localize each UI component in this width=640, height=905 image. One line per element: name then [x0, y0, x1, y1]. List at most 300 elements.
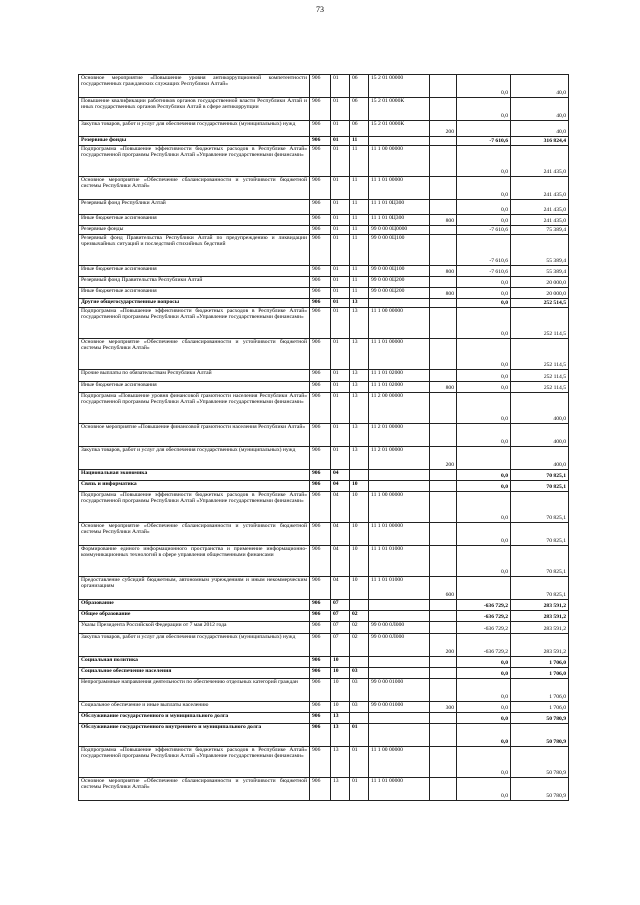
expense-type-code: [430, 470, 457, 481]
row-description: Основное мероприятие «Повышение финансовой грамотности населения Республики Алтай»: [79, 424, 310, 447]
ministry-code: 906: [310, 339, 331, 370]
row-description: Основное мероприятие «Обеспечение сбалансированности и устойчивости бюджетной системы Республики Алтай»: [79, 339, 310, 370]
expense-type-code: 200: [430, 121, 457, 137]
expense-type-code: [430, 778, 457, 801]
section-code: 01: [331, 266, 350, 277]
target-item-code: 11 1 01 00000: [369, 778, 430, 801]
table-row: [79, 657, 569, 668]
section-code: 01: [331, 121, 350, 137]
target-item-code: 11 1 01 02000: [369, 370, 430, 382]
subsection-code: 11: [350, 146, 369, 177]
expense-type-code: [430, 523, 457, 546]
target-item-code: 99 0 00 0Ц100: [369, 266, 430, 277]
total-amount: 252 114,5: [511, 339, 569, 370]
section-code: 01: [331, 200, 350, 215]
total-amount: 50 780,9: [511, 778, 569, 801]
total-amount: 20 000,0: [511, 277, 569, 288]
table-row: [79, 546, 569, 577]
subsection-code: 13: [350, 308, 369, 339]
expense-type-code: [430, 679, 457, 702]
table-row: [79, 277, 569, 288]
table-row: [79, 137, 569, 146]
section-code: 01: [331, 370, 350, 382]
subsection-code: 13: [350, 382, 369, 393]
total-amount: 70 825,1: [511, 523, 569, 546]
ministry-code: 906: [310, 523, 331, 546]
ministry-code: 906: [310, 634, 331, 657]
expense-type-code: [430, 668, 457, 679]
expense-type-code: [430, 481, 457, 492]
expense-type-code: 600: [430, 577, 457, 600]
section-code: 01: [331, 146, 350, 177]
ministry-code: 906: [310, 308, 331, 339]
expense-type-code: [430, 747, 457, 778]
expense-type-code: [430, 137, 457, 146]
total-amount: 283 591,2: [511, 611, 569, 622]
target-item-code: 11 1 01 0Ц300: [369, 200, 430, 215]
target-item-code: 15 2 01 0000К: [369, 121, 430, 137]
expense-type-code: 800: [430, 215, 457, 226]
expense-type-code: [430, 370, 457, 382]
row-description: Резервные фонды: [79, 137, 310, 146]
row-description: Закупка товаров, работ и услуг для обеспечения государственных (муниципальных) нужд: [79, 121, 310, 137]
section-code: 01: [331, 288, 350, 299]
ministry-code: 906: [310, 657, 331, 668]
target-item-code: [369, 470, 430, 481]
subsection-code: [350, 657, 369, 668]
subsection-code: 10: [350, 546, 369, 577]
table-row: [79, 668, 569, 679]
total-amount: 1 706,0: [511, 679, 569, 702]
ministry-code: 906: [310, 492, 331, 523]
section-code: 01: [331, 137, 350, 146]
expense-type-code: [430, 299, 457, 308]
table-row: [79, 226, 569, 235]
table-row: [79, 215, 569, 226]
section-code: 07: [331, 611, 350, 622]
row-description: Национальная экономика: [79, 470, 310, 481]
subsection-code: 13: [350, 393, 369, 424]
target-item-code: 11 1 00 00000: [369, 146, 430, 177]
row-description: Обслуживание государственного и муниципального долга: [79, 713, 310, 724]
target-item-code: 15 2 01 0000К: [369, 98, 430, 121]
change-amount: 0,0: [457, 370, 511, 382]
table-row: [79, 370, 569, 382]
total-amount: 55 389,4: [511, 266, 569, 277]
row-description: Предоставление субсидий бюджетным, автономным учреждениям и иным некоммерческим организациям: [79, 577, 310, 600]
row-description: Образование: [79, 600, 310, 611]
change-amount: 0,0: [457, 308, 511, 339]
expense-type-code: [430, 713, 457, 724]
target-item-code: [369, 668, 430, 679]
total-amount: 400,0: [511, 424, 569, 447]
ministry-code: 906: [310, 393, 331, 424]
ministry-code: 906: [310, 382, 331, 393]
change-amount: 0,0: [457, 200, 511, 215]
change-amount: 0,0: [457, 98, 511, 121]
subsection-code: 06: [350, 121, 369, 137]
target-item-code: [369, 724, 430, 747]
ministry-code: 906: [310, 668, 331, 679]
ministry-code: 906: [310, 679, 331, 702]
row-description: Непрограммные направления деятельности по обеспечению отдельных категорий граждан: [79, 679, 310, 702]
total-amount: 252 114,5: [511, 308, 569, 339]
section-code: 07: [331, 622, 350, 634]
row-description: Указы Президента Российской Федерации от 7 мая 2012 года: [79, 622, 310, 634]
section-code: 01: [331, 308, 350, 339]
table-row: [79, 299, 569, 308]
subsection-code: 03: [350, 668, 369, 679]
change-amount: 0,0: [457, 657, 511, 668]
table-row: [79, 679, 569, 702]
table-row: [79, 600, 569, 611]
change-amount: -7 610,6: [457, 226, 511, 235]
ministry-code: 906: [310, 75, 331, 98]
target-item-code: 11 1 01 0Ц300: [369, 215, 430, 226]
row-description: Другие общегосударственные вопросы: [79, 299, 310, 308]
change-amount: 0,0: [457, 668, 511, 679]
table-row: [79, 492, 569, 523]
change-amount: 0,0: [457, 778, 511, 801]
target-item-code: 11 2 00 00000: [369, 393, 430, 424]
ministry-code: 906: [310, 277, 331, 288]
subsection-code: 02: [350, 611, 369, 622]
section-code: 01: [331, 339, 350, 370]
target-item-code: [369, 611, 430, 622]
ministry-code: 906: [310, 622, 331, 634]
row-description: Основное мероприятие «Повышение уровня антикоррупционной компетентности государственных гражданских служащих Республики Алтай»: [79, 75, 310, 98]
subsection-code: 13: [350, 370, 369, 382]
target-item-code: 99 0 00 0Ц0000: [369, 226, 430, 235]
total-amount: 1 706,0: [511, 657, 569, 668]
row-description: Резервный фонд Республики Алтай: [79, 200, 310, 215]
table-row: [79, 523, 569, 546]
ministry-code: 906: [310, 611, 331, 622]
section-code: 10: [331, 657, 350, 668]
section-code: 13: [331, 778, 350, 801]
ministry-code: 906: [310, 470, 331, 481]
ministry-code: 906: [310, 288, 331, 299]
table-row: [79, 288, 569, 299]
subsection-code: 11: [350, 200, 369, 215]
change-amount: -7 610,6: [457, 235, 511, 266]
ministry-code: 906: [310, 200, 331, 215]
ministry-code: 906: [310, 546, 331, 577]
row-description: Подпрограмма «Повышение эффективности бюджетных расходов в Республике Алтай» государственной программы Республики Алтай «Управление государственными финансами»: [79, 747, 310, 778]
expense-type-code: [430, 277, 457, 288]
expense-type-code: [430, 611, 457, 622]
change-amount: 0,0: [457, 177, 511, 200]
total-amount: 20 000,0: [511, 288, 569, 299]
change-amount: 0,0: [457, 424, 511, 447]
target-item-code: 99 0 00 01000: [369, 702, 430, 713]
row-description: Социальная политика: [79, 657, 310, 668]
target-item-code: 11 1 01 00000: [369, 177, 430, 200]
section-code: 01: [331, 226, 350, 235]
expense-type-code: 800: [430, 288, 457, 299]
table-row: [79, 75, 569, 98]
total-amount: 252 114,5: [511, 382, 569, 393]
ministry-code: 906: [310, 724, 331, 747]
section-code: 01: [331, 299, 350, 308]
ministry-code: 906: [310, 577, 331, 600]
total-amount: 283 591,2: [511, 600, 569, 611]
section-code: 10: [331, 668, 350, 679]
target-item-code: 11 2 01 00000: [369, 447, 430, 470]
change-amount: 0,0: [457, 702, 511, 713]
row-description: Резервные фонды: [79, 226, 310, 235]
change-amount: 0,0: [457, 523, 511, 546]
section-code: 01: [331, 424, 350, 447]
ministry-code: 906: [310, 299, 331, 308]
change-amount: [457, 447, 511, 470]
subsection-code: 10: [350, 577, 369, 600]
target-item-code: 11 1 01 01000: [369, 577, 430, 600]
budget-table: [78, 74, 569, 801]
row-description: Подпрограмма «Повышение эффективности бюджетных расходов в Республике Алтай» государственной программы Республики Алтай «Управление государственными финансами»: [79, 492, 310, 523]
ministry-code: 906: [310, 713, 331, 724]
subsection-code: [350, 470, 369, 481]
table-row: [79, 393, 569, 424]
section-code: 01: [331, 177, 350, 200]
ministry-code: 906: [310, 747, 331, 778]
subsection-code: 11: [350, 177, 369, 200]
subsection-code: 11: [350, 266, 369, 277]
expense-type-code: [430, 339, 457, 370]
subsection-code: 11: [350, 288, 369, 299]
table-row: [79, 577, 569, 600]
change-amount: -636 729,2: [457, 600, 511, 611]
ministry-code: 906: [310, 424, 331, 447]
target-item-code: 99 0 00 0Ц100: [369, 235, 430, 266]
ministry-code: 906: [310, 600, 331, 611]
subsection-code: 01: [350, 747, 369, 778]
table-row: [79, 778, 569, 801]
table-row: [79, 382, 569, 393]
subsection-code: 11: [350, 235, 369, 266]
ministry-code: 906: [310, 226, 331, 235]
target-item-code: [369, 600, 430, 611]
change-amount: -7 610,6: [457, 137, 511, 146]
expense-type-code: 200: [430, 447, 457, 470]
target-item-code: 11 1 00 00000: [369, 492, 430, 523]
subsection-code: 06: [350, 75, 369, 98]
section-code: 04: [331, 546, 350, 577]
page-number: 73: [316, 5, 324, 14]
row-description: Общее образование: [79, 611, 310, 622]
target-item-code: 15 2 01 00000: [369, 75, 430, 98]
total-amount: 70 825,1: [511, 577, 569, 600]
change-amount: 0,0: [457, 393, 511, 424]
row-description: Основное мероприятие «Обеспечение сбалансированности и устойчивости бюджетной системы Республики Алтай»: [79, 778, 310, 801]
total-amount: 70 825,1: [511, 470, 569, 481]
change-amount: 0,0: [457, 288, 511, 299]
change-amount: 0,0: [457, 546, 511, 577]
subsection-code: 13: [350, 299, 369, 308]
expense-type-code: [430, 98, 457, 121]
ministry-code: 906: [310, 481, 331, 492]
table-row: [79, 622, 569, 634]
table-row: [79, 447, 569, 470]
expense-type-code: [430, 393, 457, 424]
table-row: [79, 235, 569, 266]
total-amount: 252 114,5: [511, 370, 569, 382]
target-item-code: 11 1 01 00000: [369, 339, 430, 370]
change-amount: -636 729,2: [457, 611, 511, 622]
subsection-code: 11: [350, 137, 369, 146]
total-amount: 50 780,9: [511, 724, 569, 747]
section-code: 01: [331, 277, 350, 288]
row-description: Связь и информатика: [79, 481, 310, 492]
total-amount: 283 591,2: [511, 622, 569, 634]
expense-type-code: [430, 492, 457, 523]
total-amount: 1 706,0: [511, 668, 569, 679]
change-amount: 0,0: [457, 713, 511, 724]
total-amount: 50 780,9: [511, 713, 569, 724]
target-item-code: 11 1 01 01000: [369, 546, 430, 577]
change-amount: 0,0: [457, 470, 511, 481]
table-row: [79, 98, 569, 121]
expense-type-code: [430, 622, 457, 634]
ministry-code: 906: [310, 370, 331, 382]
section-code: 07: [331, 600, 350, 611]
expense-type-code: [430, 226, 457, 235]
total-amount: 241 435,0: [511, 215, 569, 226]
expense-type-code: [430, 75, 457, 98]
ministry-code: 906: [310, 778, 331, 801]
subsection-code: 01: [350, 778, 369, 801]
ministry-code: 906: [310, 146, 331, 177]
row-description: Иные бюджетные ассигнования: [79, 382, 310, 393]
section-code: 01: [331, 393, 350, 424]
row-description: Формирование единого информационного пространства и применение информационно-коммуникационных технологий в сфере управления общественными финансами: [79, 546, 310, 577]
target-item-code: 11 1 01 00000: [369, 523, 430, 546]
subsection-code: 03: [350, 679, 369, 702]
section-code: 01: [331, 215, 350, 226]
target-item-code: 11 1 00 00000: [369, 308, 430, 339]
target-item-code: 99 0 00 01000: [369, 679, 430, 702]
change-amount: 0,0: [457, 679, 511, 702]
total-amount: 50 780,9: [511, 747, 569, 778]
row-description: Повышение квалификации работников органов государственной власти Республики Алтай и иных государственных органов Республики Алтай в сфере антикоррупции: [79, 98, 310, 121]
total-amount: 70 825,1: [511, 546, 569, 577]
total-amount: 400,0: [511, 393, 569, 424]
subsection-code: [350, 713, 369, 724]
section-code: 13: [331, 747, 350, 778]
ministry-code: 906: [310, 215, 331, 226]
section-code: 04: [331, 577, 350, 600]
expense-type-code: [430, 177, 457, 200]
row-description: Подпрограмма «Повышение эффективности бюджетных расходов в Республике Алтай» государственной программы Республики Алтай «Управление государственными финансами»: [79, 308, 310, 339]
subsection-code: 11: [350, 226, 369, 235]
section-code: 07: [331, 634, 350, 657]
table-row: [79, 747, 569, 778]
table-row: [79, 724, 569, 747]
change-amount: -636 729,2: [457, 622, 511, 634]
section-code: 04: [331, 481, 350, 492]
expense-type-code: 200: [430, 634, 457, 657]
target-item-code: 99 0 00 0Ц200: [369, 277, 430, 288]
target-item-code: 11 1 00 00000: [369, 747, 430, 778]
subsection-code: 13: [350, 424, 369, 447]
target-item-code: 11 1 01 02000: [369, 382, 430, 393]
section-code: 04: [331, 470, 350, 481]
subsection-code: 06: [350, 98, 369, 121]
target-item-code: 99 0 00 0Ц200: [369, 288, 430, 299]
change-amount: 0,0: [457, 299, 511, 308]
change-amount: 0,0: [457, 146, 511, 177]
row-description: Прочие выплаты по обязательствам Республики Алтай: [79, 370, 310, 382]
change-amount: 0,0: [457, 215, 511, 226]
ministry-code: 906: [310, 702, 331, 713]
section-code: 10: [331, 702, 350, 713]
total-amount: 40,0: [511, 121, 569, 137]
row-description: Социальное обеспечение населения: [79, 668, 310, 679]
subsection-code: 01: [350, 724, 369, 747]
change-amount: 0,0: [457, 724, 511, 747]
subsection-code: 10: [350, 523, 369, 546]
table-row: [79, 481, 569, 492]
target-item-code: 99 0 00 0Л000: [369, 634, 430, 657]
expense-type-code: [430, 308, 457, 339]
table-row: [79, 702, 569, 713]
table-row: [79, 470, 569, 481]
table-row: [79, 611, 569, 622]
table-row: [79, 634, 569, 657]
total-amount: 75 389,4: [511, 226, 569, 235]
row-description: Иные бюджетные ассигнования: [79, 266, 310, 277]
subsection-code: 11: [350, 215, 369, 226]
expense-type-code: [430, 657, 457, 668]
expense-type-code: [430, 424, 457, 447]
row-description: Подпрограмма «Повышение эффективности бюджетных расходов в Республике Алтай» государственной программы Республики Алтай «Управление государственными финансами»: [79, 146, 310, 177]
row-description: Основное мероприятие «Обеспечение сбалансированности и устойчивости бюджетной системы Республики Алтай»: [79, 177, 310, 200]
target-item-code: [369, 713, 430, 724]
subsection-code: 13: [350, 339, 369, 370]
row-description: Резервный фонд Правительства Республики Алтай: [79, 277, 310, 288]
change-amount: 0,0: [457, 747, 511, 778]
ministry-code: 906: [310, 266, 331, 277]
row-description: Закупка товаров, работ и услуг для обеспечения государственных (муниципальных) нужд: [79, 447, 310, 470]
change-amount: [457, 577, 511, 600]
change-amount: 0,0: [457, 382, 511, 393]
section-code: 01: [331, 98, 350, 121]
row-description: Закупка товаров, работ и услуг для обеспечения государственных (муниципальных) нужд: [79, 634, 310, 657]
section-code: 01: [331, 382, 350, 393]
total-amount: 1 706,0: [511, 702, 569, 713]
section-code: 04: [331, 523, 350, 546]
row-description: Резервный фонд Правительства Республики Алтай по предупреждению и ликвидации чрезвычайных ситуаций и последствий стихийных бедствий: [79, 235, 310, 266]
section-code: 10: [331, 679, 350, 702]
subsection-code: 02: [350, 634, 369, 657]
total-amount: 40,0: [511, 98, 569, 121]
table-row: [79, 713, 569, 724]
subsection-code: 10: [350, 492, 369, 523]
target-item-code: 11 2 01 00000: [369, 424, 430, 447]
target-item-code: [369, 481, 430, 492]
target-item-code: [369, 137, 430, 146]
ministry-code: 906: [310, 235, 331, 266]
table-row: [79, 266, 569, 277]
expense-type-code: 800: [430, 382, 457, 393]
total-amount: 316 824,4: [511, 137, 569, 146]
total-amount: 241 435,0: [511, 200, 569, 215]
total-amount: 55 389,4: [511, 235, 569, 266]
target-item-code: [369, 299, 430, 308]
section-code: 13: [331, 724, 350, 747]
row-description: Иные бюджетные ассигнования: [79, 215, 310, 226]
table-row: [79, 424, 569, 447]
